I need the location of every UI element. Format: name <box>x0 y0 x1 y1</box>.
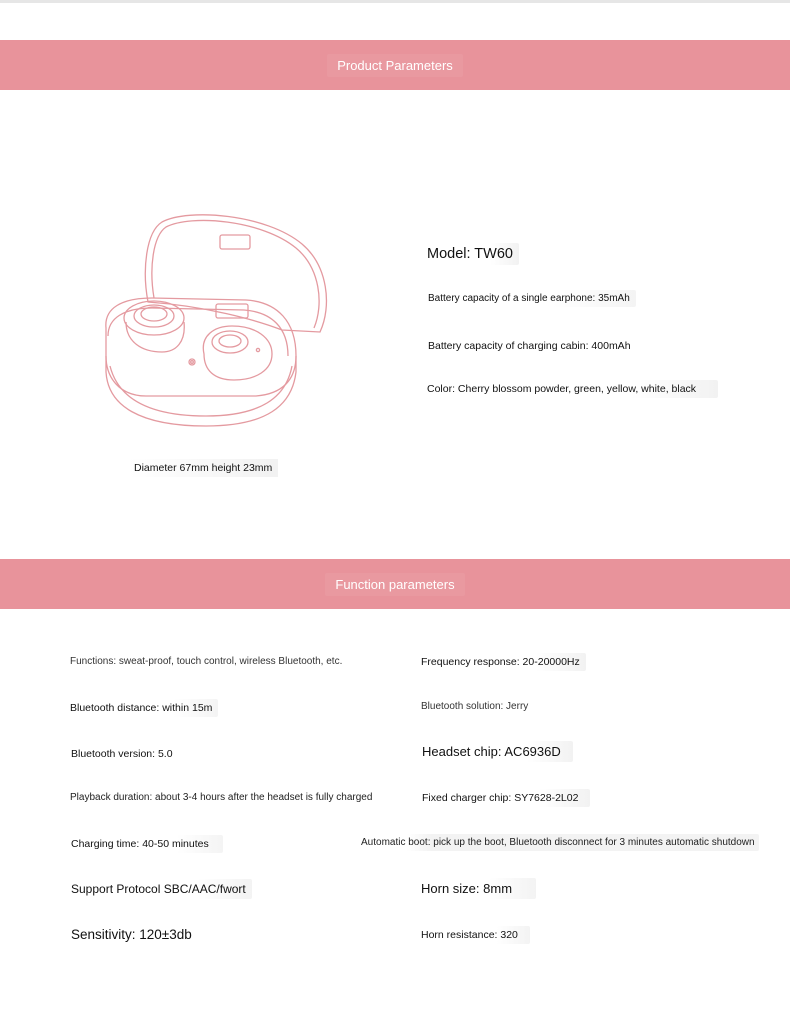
function-bluetooth-solution: Bluetooth solution: Jerry <box>421 701 529 712</box>
function-sensitivity: Sensitivity: 120±3db <box>71 927 192 942</box>
function-charging-time: Charging time: 40-50 minutes <box>69 835 223 853</box>
function-bluetooth-distance: Bluetooth distance: within 15m <box>68 699 218 717</box>
spec-battery-single-earphone: Battery capacity of a single earphone: 35mAh <box>426 290 636 307</box>
function-charger-chip: Fixed charger chip: SY7628-2L02 <box>420 789 590 807</box>
spec-model: Model: TW60 <box>425 243 519 265</box>
function-headset-chip: Headset chip: AC6936D <box>420 741 573 762</box>
function-bluetooth-version: Bluetooth version: 5.0 <box>71 748 173 760</box>
spec-colors: Color: Cherry blossom powder, green, yellow, white, black <box>425 380 718 398</box>
function-frequency-response: Frequency response: 20-20000Hz <box>419 653 586 671</box>
function-horn-size: Horn size: 8mm <box>419 878 536 899</box>
case-dimensions-caption: Diameter 67mm height 23mm <box>128 459 278 477</box>
function-playback-duration: Playback duration: about 3-4 hours after the headset is fully charged <box>70 792 373 803</box>
product-parameters-title: Product Parameters <box>327 54 463 77</box>
function-parameters-banner <box>0 559 790 609</box>
product-parameters-banner <box>0 40 790 90</box>
function-horn-resistance: Horn resistance: 320 <box>419 926 530 944</box>
top-divider <box>0 0 790 3</box>
function-automatic-boot: Automatic boot: pick up the boot, Bluetooth disconnect for 3 minutes automatic shutdown <box>359 834 759 851</box>
earbuds-charging-case-icon <box>96 210 336 435</box>
function-parameters-title: Function parameters <box>325 573 464 596</box>
function-features: Functions: sweat-proof, touch control, wireless Bluetooth, etc. <box>70 656 343 667</box>
function-support-protocol: Support Protocol SBC/AAC/fwort <box>69 879 252 899</box>
spec-battery-charging-cabin: Battery capacity of charging cabin: 400mAh <box>428 340 631 352</box>
